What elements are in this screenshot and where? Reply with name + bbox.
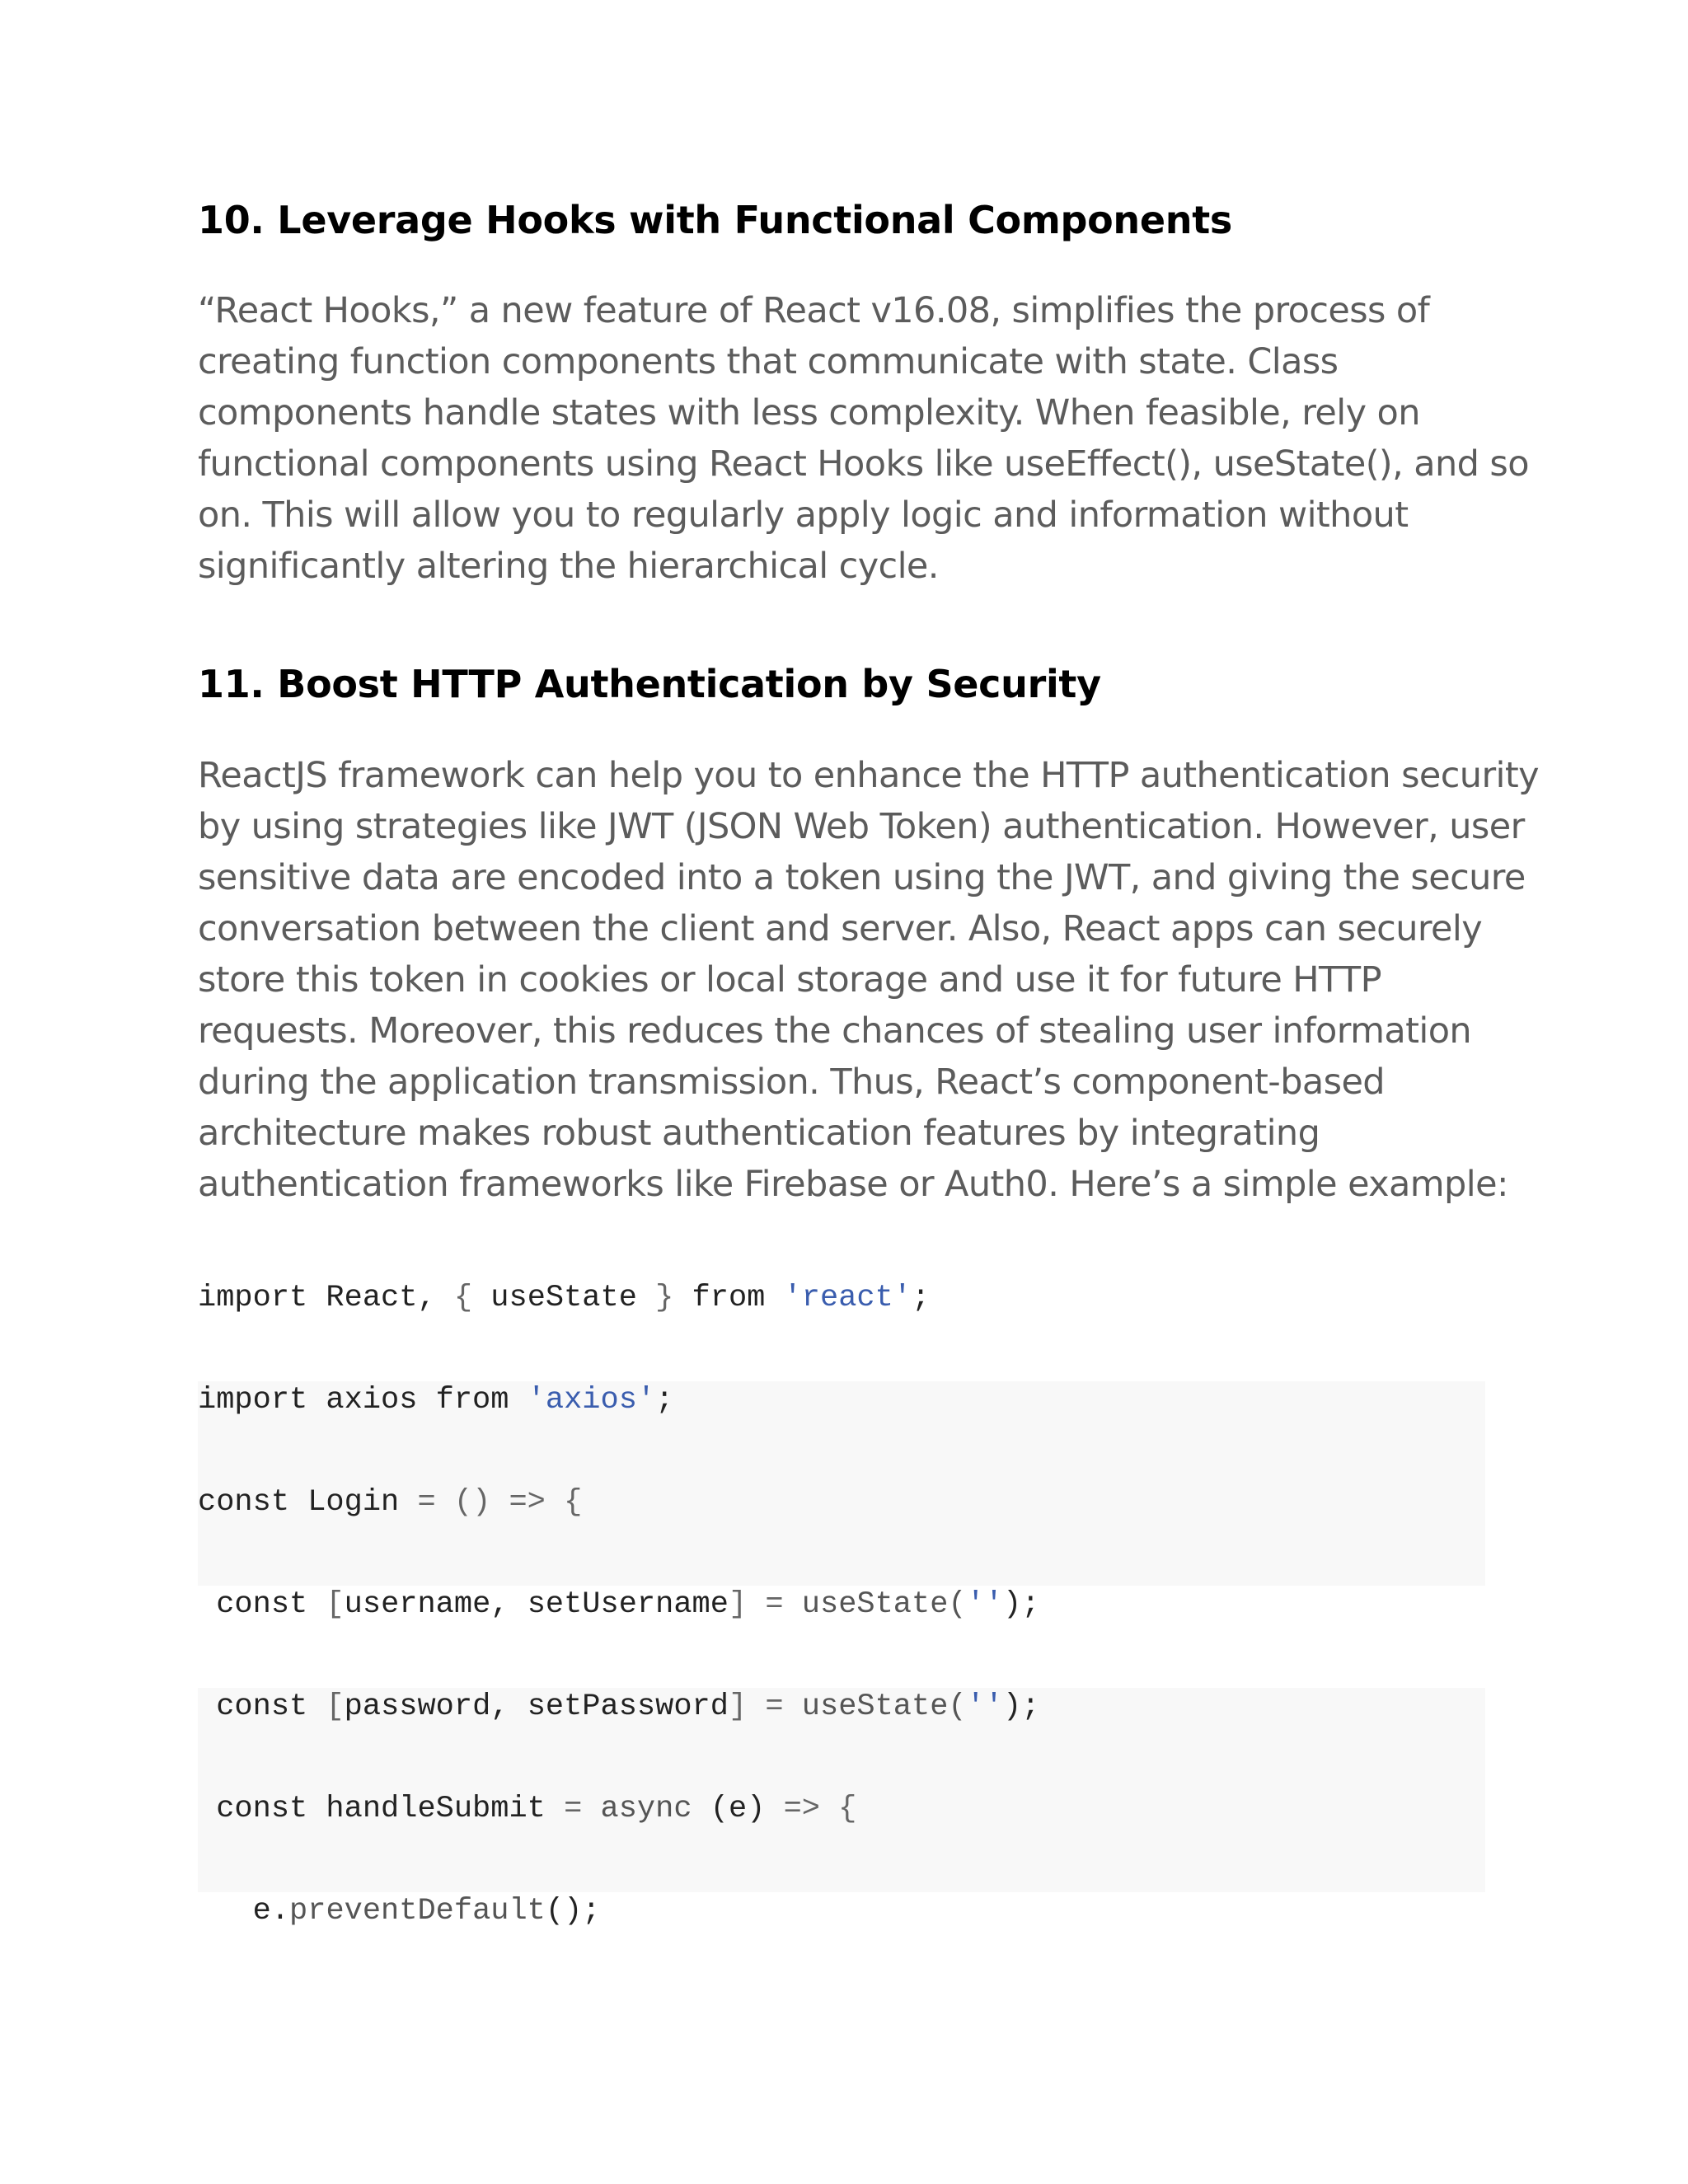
code-token: e.: [198, 1894, 290, 1929]
code-token: );: [1003, 1587, 1040, 1622]
code-token: =: [747, 1587, 802, 1622]
code-token: ]: [728, 1690, 748, 1724]
code-token: ]: [728, 1587, 748, 1622]
paragraph-line: functional components using React Hooks like useEffect(), useState(), and so: [198, 443, 1529, 485]
code-string: '': [966, 1690, 1004, 1724]
code-token: = () => {: [417, 1485, 583, 1520]
code-token: =: [747, 1690, 802, 1724]
code-token: [: [326, 1690, 345, 1724]
code-token: const Login: [198, 1485, 418, 1520]
code-line-2: [198, 1380, 673, 1421]
code-token: => {: [783, 1792, 857, 1826]
code-token: );: [1003, 1690, 1040, 1724]
code-token: [: [326, 1587, 345, 1622]
paragraph-line: “React Hooks,” a new feature of React v16.08, simplifies the process of: [198, 290, 1430, 331]
code-token: const: [198, 1690, 326, 1724]
code-token: import React,: [198, 1281, 454, 1315]
code-line-4: [198, 1584, 1039, 1625]
paragraph-line: store this token in cookies or local storage and use it for future HTTP: [198, 959, 1381, 1001]
code-token: import axios from: [198, 1383, 528, 1418]
code-token: ;: [912, 1281, 931, 1315]
section-11-paragraph: [198, 750, 1539, 1210]
code-token: (e): [692, 1792, 784, 1826]
code-token: }: [655, 1281, 674, 1315]
section-11-heading: 11. Boost HTTP Authentication by Security: [198, 662, 1101, 706]
code-token: async: [600, 1792, 692, 1826]
code-line-3: [198, 1482, 582, 1523]
code-token: username, setUsername: [344, 1587, 729, 1622]
code-token: password, setPassword: [344, 1690, 729, 1724]
paragraph-line: by using strategies like JWT (JSON Web Token) authentication. However, user: [198, 806, 1525, 847]
code-line-6: [198, 1788, 856, 1830]
code-token: useState: [472, 1281, 656, 1315]
code-string: 'axios': [527, 1383, 656, 1418]
paragraph-line: ReactJS framework can help you to enhance the HTTP authentication security: [198, 755, 1539, 796]
section-10-heading: 10. Leverage Hooks with Functional Components: [198, 198, 1232, 242]
code-token: const handleSubmit: [198, 1792, 565, 1826]
code-token: from: [673, 1281, 784, 1315]
code-token: const: [198, 1587, 326, 1622]
paragraph-line: requests. Moreover, this reduces the chances of stealing user information: [198, 1010, 1472, 1052]
code-token: useState(: [801, 1690, 967, 1724]
code-token: preventDefault: [289, 1894, 546, 1929]
code-token: {: [453, 1281, 473, 1315]
paragraph-line: architecture makes robust authentication features by integrating: [198, 1113, 1320, 1154]
paragraph-line: components handle states with less complexity. When feasible, rely on: [198, 392, 1420, 434]
paragraph-line: authentication frameworks like Firebase or Auth0. Here’s a simple example:: [198, 1164, 1508, 1205]
paragraph-line: during the application transmission. Thus, React’s component-based: [198, 1062, 1385, 1103]
code-string: '': [966, 1587, 1004, 1622]
code-line-7: [198, 1891, 601, 1932]
paragraph-line: significantly altering the hierarchical cycle.: [198, 546, 939, 587]
paragraph-line: on. This will allow you to regularly apply logic and information without: [198, 494, 1409, 536]
paragraph-line: sensitive data are encoded into a token using the JWT, and giving the secure: [198, 857, 1526, 898]
paragraph-line: conversation between the client and server. Also, React apps can securely: [198, 908, 1483, 949]
code-line-5: [198, 1686, 1039, 1727]
section-10-paragraph: [198, 285, 1529, 592]
code-token: ();: [545, 1894, 601, 1929]
paragraph-line: creating function components that communicate with state. Class: [198, 341, 1339, 382]
code-line-1: [198, 1277, 930, 1319]
code-token: ;: [655, 1383, 674, 1418]
code-token: useState(: [801, 1587, 967, 1622]
code-string: 'react': [783, 1281, 912, 1315]
code-token: =: [564, 1792, 601, 1826]
